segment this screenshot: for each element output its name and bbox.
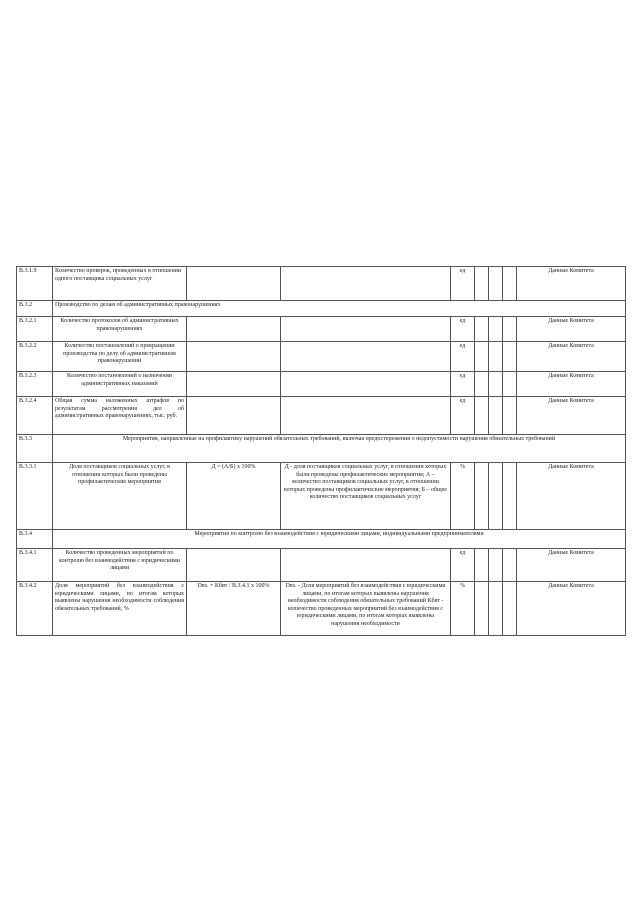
row-formula: Д = (А/Б) х 100% — [187, 463, 281, 530]
row-source: Данные Комитета — [517, 463, 626, 530]
row-code: В.3.3.1 — [17, 463, 53, 530]
row-code: В.3.4.1 — [17, 549, 53, 582]
row-description — [281, 317, 451, 342]
row-source: Данные Комитета — [517, 317, 626, 342]
row-description — [281, 372, 451, 397]
row-formula — [187, 267, 281, 301]
row-unit: ед — [451, 397, 475, 435]
row-unit: ед — [451, 317, 475, 342]
table-row — [17, 582, 626, 636]
indicators-table — [16, 266, 626, 636]
section-code: В.3.3 — [17, 435, 53, 463]
section-row — [17, 301, 626, 317]
section-row — [17, 530, 626, 549]
row-unit: % — [451, 463, 475, 530]
row-code: В.3.2.4 — [17, 397, 53, 435]
row-formula — [187, 397, 281, 435]
row-source: Данные Комитета — [517, 397, 626, 435]
row-name: Доля мероприятий без взаимодействия с юридическими лицами, по итогам которых выявлены нарушения необходимости соблюдения обязательных требований, % — [53, 582, 187, 636]
section-title: Мероприятия, направленные на профилактику нарушений обязательных требований, включая предостережения о недопустимости нарушения обязательных требований — [53, 435, 626, 463]
row-source: Данные Комитета — [517, 372, 626, 397]
row-unit: ед — [451, 267, 475, 301]
section-title: Мероприятия по контролю без взаимодействия с юридическими лицами, индивидуальными предпринимателями — [53, 530, 626, 549]
row-unit: ед — [451, 372, 475, 397]
row-description — [281, 267, 451, 301]
row-formula — [187, 317, 281, 342]
row-name: Количество проведенных мероприятий по контролю без взаимодействия с юридическими лицами — [53, 549, 187, 582]
row-description — [281, 342, 451, 372]
row-unit: ед — [451, 549, 475, 582]
row-description — [281, 549, 451, 582]
row-source: Данные Комитета — [517, 582, 626, 636]
row-formula — [187, 372, 281, 397]
row-formula — [187, 549, 281, 582]
row-description — [281, 397, 451, 435]
row-name: Количество постановлений о прекращении производства по делу об административном правонарушении — [53, 342, 187, 372]
table-row — [17, 397, 626, 435]
row-code: В.3.1.9 — [17, 267, 53, 301]
row-description: Dвз. - Доля мероприятий без взаимодействия с юридическими лицами, по итогам которых выявлены нарушения необходимости соблюдения обязательных требований Кбвт - количество проведенных мероприятий без взаимодействия с юридическими лицами, по итогам которых выявлены нарушения необходимости — [281, 582, 451, 636]
row-code: В.3.2.1 — [17, 317, 53, 342]
row-code: В.3.4.2 — [17, 582, 53, 636]
table-row — [17, 342, 626, 372]
section-title: Производство по делам об административных правонарушениях — [53, 301, 626, 317]
row-name: Доля поставщиков социальных услуг, в отношении которых были проведены профилактические мероприятия — [53, 463, 187, 530]
row-name: Общая сумма наложенных штрафов по результатам рассмотрения дел об административных правонарушениях, тыс. руб. — [53, 397, 187, 435]
row-name: Количество проверок, проведенных в отношении одного поставщика социальных услуг — [53, 267, 187, 301]
row-source: Данные Комитета — [517, 549, 626, 582]
row-name: Количество протоколов об административных правонарушениях — [53, 317, 187, 342]
table-row — [17, 317, 626, 342]
row-code: В.3.2.3 — [17, 372, 53, 397]
section-code: В.3.2 — [17, 301, 53, 317]
row-formula: Dвз. = Кбвт / В.3.4.1 х 100% — [187, 582, 281, 636]
section-code: В.3.4 — [17, 530, 53, 549]
section-row — [17, 435, 626, 463]
row-description: Д - доля поставщиков социальных услуг, в отношении которых были проведены профилактические мероприятия; А – количество поставщиков социальных услуг, в отношении которых проведены профилактические мероприятия; Б – общее количество поставщиков социальных услуг — [281, 463, 451, 530]
table-row — [17, 372, 626, 397]
row-code: В.3.2.2 — [17, 342, 53, 372]
row-source: Данные Комитета — [517, 342, 626, 372]
row-unit: % — [451, 582, 475, 636]
row-source: Данные Комитета — [517, 267, 626, 301]
row-name: Количество постановлений о назначении административных наказаний — [53, 372, 187, 397]
row-unit: ед — [451, 342, 475, 372]
table-row — [17, 549, 626, 582]
table-row — [17, 267, 626, 301]
row-formula — [187, 342, 281, 372]
table-row — [17, 463, 626, 530]
